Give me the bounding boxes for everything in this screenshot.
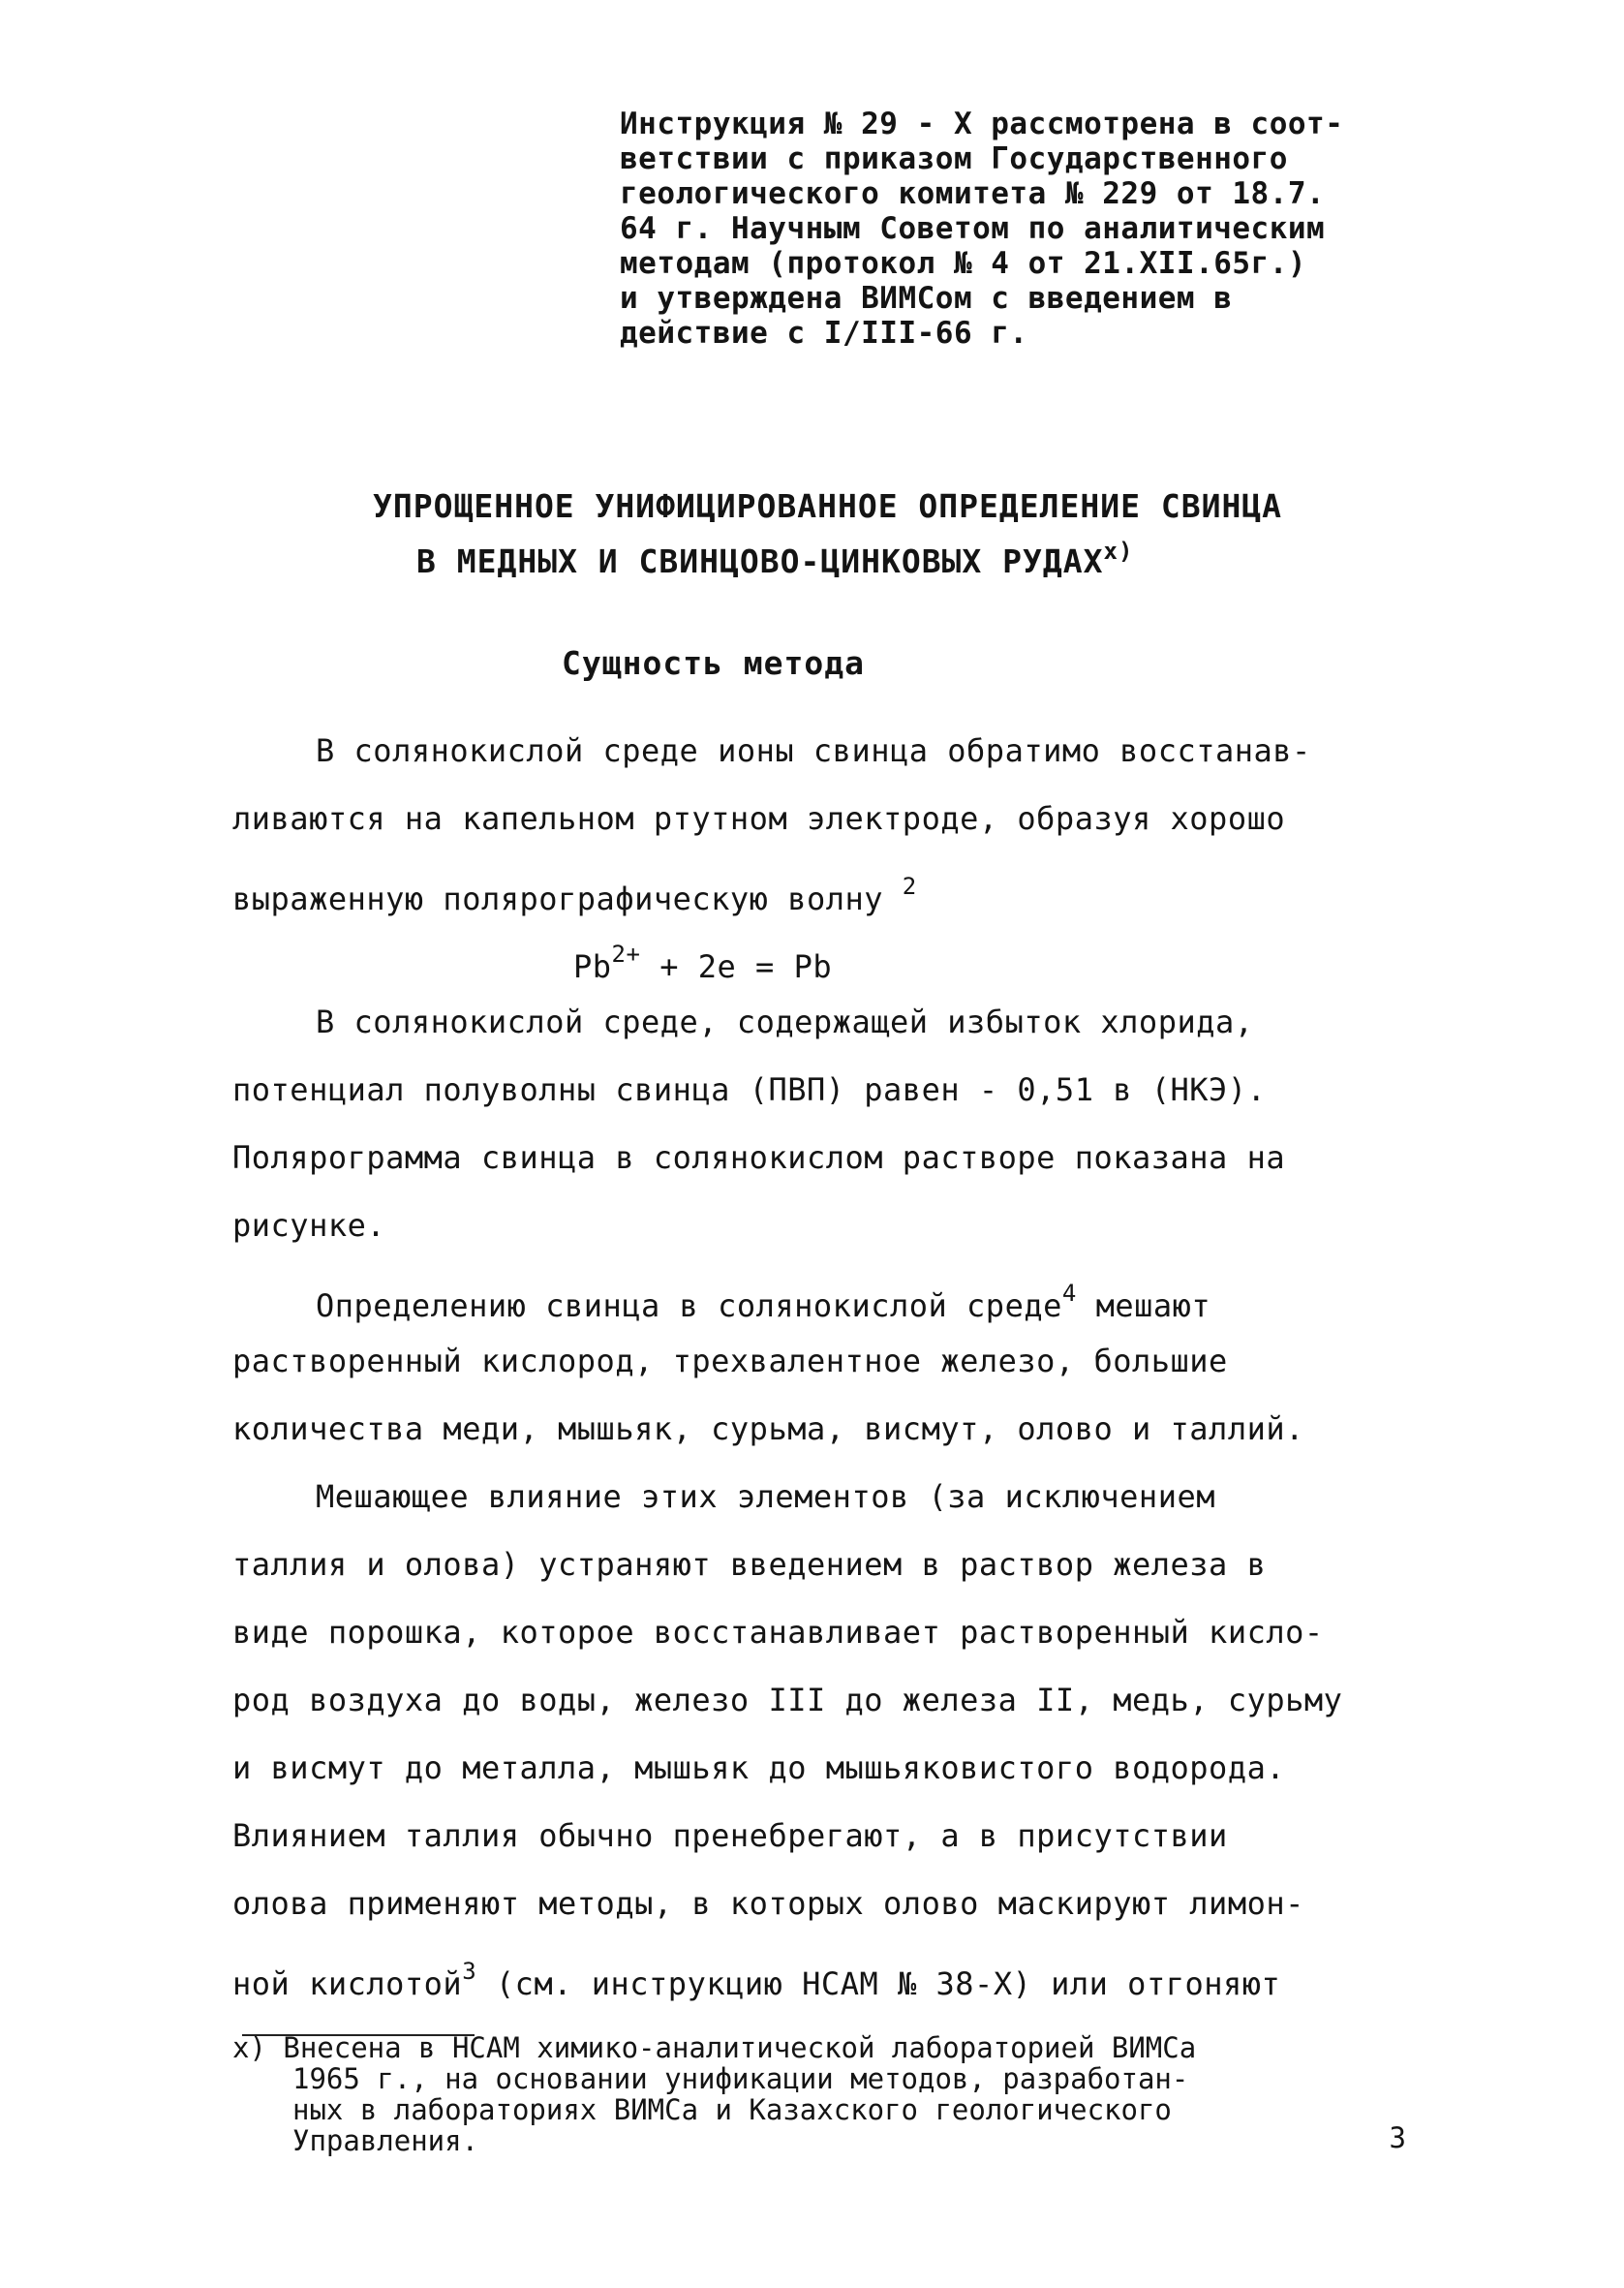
footnote-line: х) Внесена в НСАМ химико-аналитической лабораторией ВИМСа [232,2031,1197,2064]
paragraph-line: Полярограмма свинца в солянокислом растворе показана на [232,1139,1286,1176]
page-number: 3 [1389,2121,1406,2154]
paragraph-line: виде порошка, которое восстанавливает растворенный кисло- [232,1614,1324,1651]
paragraph-line: таллия и олова) устраняют введением в раствор железа в [232,1546,1267,1583]
paragraph-line: растворенный кислород, трехвалентное железо, большие [232,1343,1228,1379]
title-line-2-text: В МЕДНЫХ И СВИНЦОВО-ЦИНКОВЫХ РУДАХ [416,542,1104,580]
approval-line: методам (протокол № 4 от 21.XII.65г.) [620,246,1307,281]
title-line-2 [373,529,1341,584]
approval-line: ветствии с приказом Государственного [620,141,1288,176]
paragraph-line [232,1937,1424,2005]
approval-note [620,107,1569,351]
reference-marker: 4 [1061,1280,1077,1307]
paragraph-text: (см. инструкцию НСАМ № 38-Х) или отгоняют [476,1965,1281,2002]
equation-rest: + 2e = Pb [640,948,833,985]
paragraph-line: род воздуха до воды, железо III до железа II, медь, сурьму [232,1682,1343,1718]
equation [232,920,1424,988]
paragraph-text: выраженную полярографическую волну [232,881,884,917]
document-title [373,484,1341,584]
reference-marker: 3 [462,1958,477,1985]
paragraph-line: В солянокислой среде ионы свинца обратимо восстанав- [316,732,1311,769]
approval-line: 64 г. Научным Советом по аналитическим [620,211,1326,246]
title-line-1: УПРОЩЕННОЕ УНИФИЦИРОВАННОЕ ОПРЕДЕЛЕНИЕ СВИНЦА [373,487,1283,525]
footnote-line: Управления. [292,2124,479,2157]
paragraph-line: и висмут до металла, мышьяк до мышьяковистого водорода. [232,1749,1286,1786]
paragraph-line: ливаются на капельном ртутном электроде, образуя хорошо [232,800,1286,837]
paragraph-line: Влиянием таллия обычно пренебрегают, а в присутствии [232,1817,1228,1854]
paragraph-line [232,1259,1424,1327]
title-footnote-marker: х) [1103,538,1134,565]
paragraph-line: олова применяют методы, в которых олово маскируют лимон- [232,1885,1304,1922]
approval-line: геологического комитета № 229 от 18.7. [620,176,1326,211]
approval-line: и утверждена ВИМСом с введением в [620,281,1233,316]
footnote [232,2032,1472,2156]
paragraph-line [232,852,1424,920]
paragraph-text: ной кислотой [232,1965,463,2002]
paragraph-text: мешают [1076,1287,1211,1324]
paragraph-line: потенциал полуволны свинца (ПВП) равен - 0,51 в (НКЭ). [232,1071,1267,1108]
paragraph-line: рисунке. [232,1207,386,1244]
approval-line: действие с I/III-66 г. [620,316,1028,351]
footnote-line: 1965 г., на основании унификации методов, разработан- [292,2062,1189,2095]
paragraph-text: Определению свинца в солянокислой среде [316,1287,1062,1324]
footnote-line: ных в лабораториях ВИМСа и Казахского геологического [292,2093,1172,2126]
approval-line: Инструкция № 29 - X рассмотрена в соот- [620,107,1344,141]
reference-marker: 2 [902,873,917,900]
section-heading: Сущность метода [562,644,866,682]
body-text [232,717,1424,2005]
equation-pb: Pb [573,948,612,985]
equation-charge: 2+ [611,941,641,968]
paragraph-line: количества меди, мышьяк, сурьма, висмут, олово и таллий. [232,1410,1304,1447]
paragraph-line: В солянокислой среде, содержащей избыток хлорида, [316,1004,1254,1040]
paragraph-line: Мешающее влияние этих элементов (за исключением [316,1478,1215,1515]
